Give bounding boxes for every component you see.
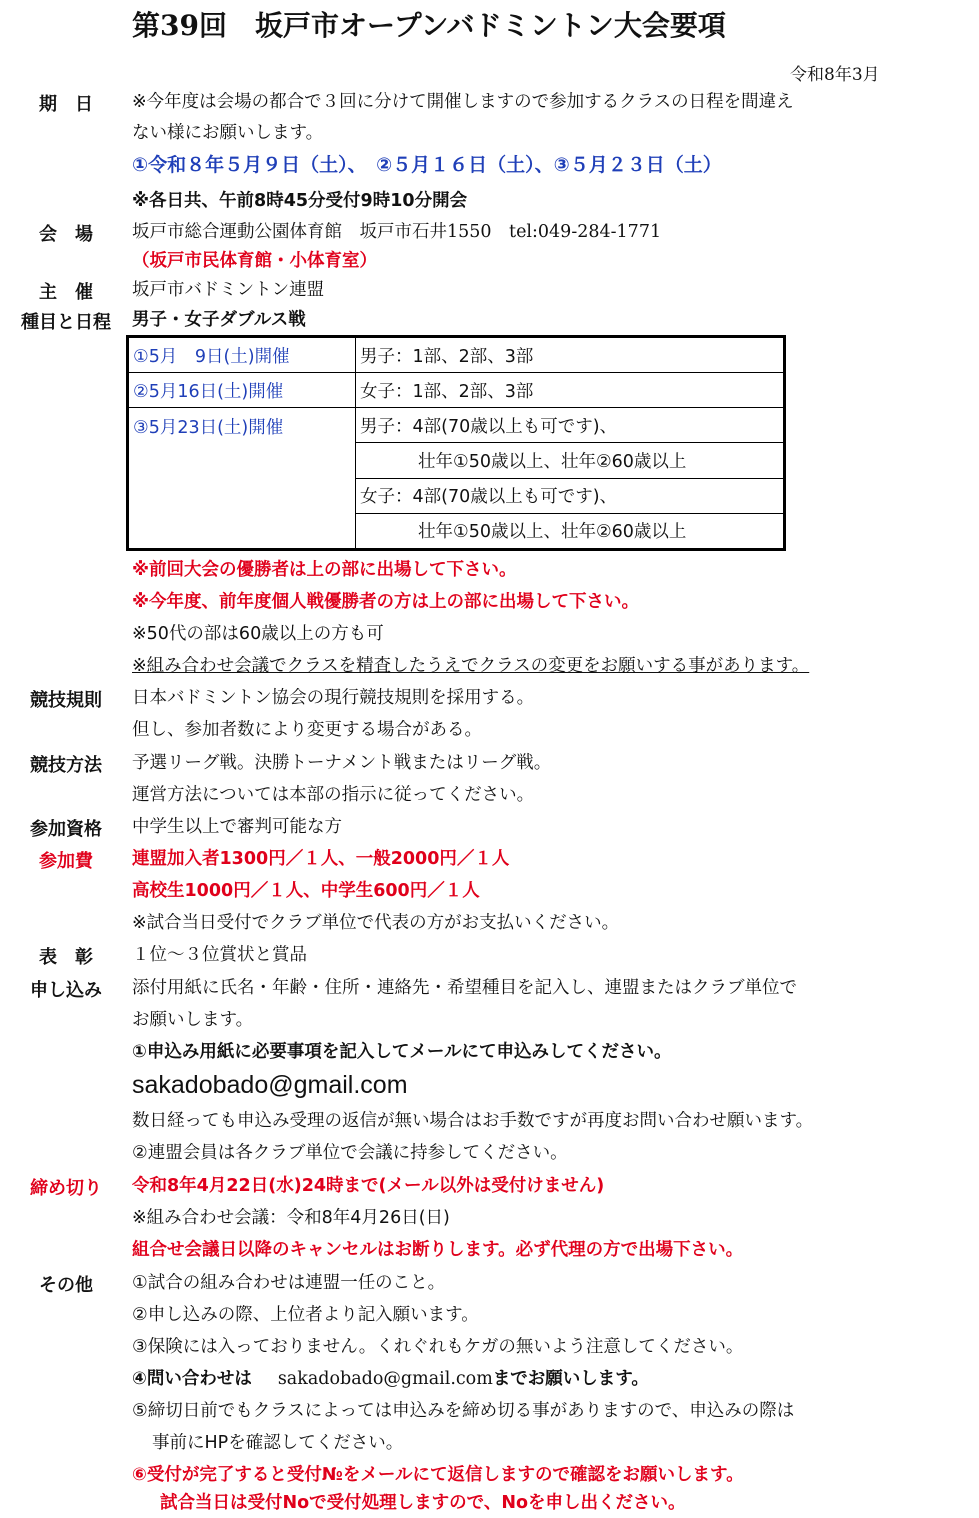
table-row (128, 373, 785, 408)
schedule-class: 男子：1部、2部、3部 (356, 337, 785, 373)
sonota-item6b: 試合当日は受付Noで受付処理しますので、Noを申し出ください。 (160, 1493, 686, 1513)
sonota-item2: ②申し込みの際、上位者より記入願います。 (132, 1305, 479, 1325)
sonota-item6a: ⑥受付が完了すると受付№をメールにて返信しますので確認をお願いします。 (132, 1465, 744, 1485)
kijitsu-note2: ない様にお願いします。 (132, 123, 324, 143)
label-kijitsu: 期 日 (39, 94, 93, 115)
label-sanka-shikaku: 参加資格 (30, 819, 102, 840)
shumoku-note2: ※今年度、前年度個人戦優勝者の方は上の部に出場して下さい。 (132, 592, 640, 612)
sonota-item1: ①試合の組み合わせは連盟一任のこと。 (132, 1273, 446, 1293)
label-sankahi: 参加費 (39, 851, 93, 872)
moshikomi-step2: ②連盟会員は各クラブ単位で会議に持参してください。 (132, 1143, 568, 1163)
table-row (128, 408, 785, 443)
label-sonota: その他 (39, 1275, 93, 1296)
label-hyosho: 表 彰 (39, 947, 93, 968)
document-title: 第39回 坂戸市オープンバドミントン大会要項 (132, 9, 726, 42)
sonota-item4-email[interactable]: sakadobado@gmail.com (277, 1369, 493, 1389)
kijitsu-time: ※各日共、午前8時45分受付9時10分開会 (132, 191, 468, 211)
kyogi-hoho-line1: 予選リーグ戦。決勝トーナメント戦またはリーグ戦。 (132, 753, 552, 773)
schedule-date: ①5月 9日(土)開催 (128, 337, 356, 373)
schedule-class: 壮年①50歳以上、壮年②60歳以上 (356, 513, 785, 549)
kyogi-kisoku-line1: 日本バドミントン協会の現行競技規則を採用する。 (132, 688, 535, 708)
sankahi-line1: 連盟加入者1300円／１人、一般2000円／１人 (132, 849, 510, 869)
sonota-item3: ③保険には入っておりません。くれぐれもケガの無いよう注意してください。 (132, 1337, 744, 1357)
shusai-value: 坂戸市バドミントン連盟 (132, 280, 325, 300)
schedule-class: 男子：4部(70歳以上も可です)、 (356, 408, 785, 443)
schedule-class: 女子：1部、2部、3部 (356, 373, 785, 408)
label-shimekiri: 締め切り (30, 1178, 102, 1199)
table-row (128, 337, 785, 373)
label-shusai: 主 催 (39, 282, 93, 303)
kijitsu-note1: ※今年度は会場の都合で３回に分けて開催しますので参加するクラスの日程を間違え (132, 92, 794, 112)
shimekiri-cancel: 組合せ会議日以降のキャンセルはお断りします。必ず代理の方で出場下さい。 (132, 1240, 744, 1260)
label-kaijo: 会 場 (39, 224, 93, 245)
sonota-item5a: ⑤締切日前でもクラスによっては申込みを締め切る事がありますので、申込みの際は (132, 1401, 795, 1421)
label-moshikomi: 申し込み (30, 980, 102, 1001)
kijitsu-dates: ①令和８年５月９日（土）、 ②５月１６日（土）、③５月２３日（土） (132, 154, 722, 176)
schedule-date: ②5月16日(土)開催 (128, 373, 356, 408)
sankahi-line2: 高校生1000円／１人、中学生600円／１人 (132, 881, 480, 901)
label-shumoku: 種目と日程 (21, 312, 111, 333)
sankahi-note: ※試合当日受付でクラブ単位で代表の方がお支払いください。 (132, 913, 620, 933)
kyogi-kisoku-line2: 但し、参加者数により変更する場合がある。 (132, 720, 482, 740)
kyogi-hoho-line2: 運営方法については本部の指示に従ってください。 (132, 785, 535, 805)
issue-date: 令和8年3月 (790, 65, 880, 85)
schedule-class: 女子：4部(70歳以上も可です)、 (356, 478, 785, 513)
moshikomi-email[interactable]: sakadobado@gmail.com (132, 1071, 408, 1099)
shumoku-title: 男子・女子ダブルス戦 (132, 310, 306, 330)
sanka-shikaku-value: 中学生以上で審判可能な方 (132, 817, 342, 837)
sonota-item5b: 事前にHPを確認してください。 (152, 1433, 404, 1453)
label-kyogi-kisoku: 競技規則 (30, 690, 102, 711)
moshikomi-line2: お願いします。 (132, 1010, 254, 1030)
kaijo-sub: （坂戸市民体育館・小体育室） (132, 251, 377, 271)
shimekiri-deadline: 令和8年4月22日(水)24時まで(メール以外は受付けません) (132, 1176, 605, 1196)
shimekiri-meeting: ※組み合わせ会議：令和8年4月26日(日) (132, 1208, 450, 1228)
moshikomi-line3: 数日経っても申込み受理の返信が無い場合はお手数ですが再度お問い合わせ願います。 (132, 1111, 814, 1131)
schedule-class: 壮年①50歳以上、壮年②60歳以上 (356, 443, 785, 478)
shumoku-note1: ※前回大会の優勝者は上の部に出場して下さい。 (132, 560, 517, 580)
kaijo-venue: 坂戸市総合運動公園体育館 坂戸市石井1550 tel:049-284-1771 (132, 222, 662, 242)
sonota-item4 (132, 1366, 649, 1392)
sonota-item4-prefix: ④問い合わせは (132, 1369, 252, 1389)
hyosho-value: １位～３位賞状と賞品 (132, 945, 307, 965)
moshikomi-step1: ①申込み用紙に必要事項を記入してメールにて申込みしてください。 (132, 1042, 672, 1062)
shumoku-note4: ※組み合わせ会議でクラスを精査したうえでクラスの変更をお願いする事があります。 (132, 656, 810, 676)
shumoku-note3: ※50代の部は60歳以上の方も可 (132, 624, 384, 644)
schedule-date: ③5月23日(土)開催 (128, 408, 356, 550)
label-kyogi-hoho: 競技方法 (30, 755, 102, 776)
schedule-table (126, 335, 786, 551)
sonota-item4-suffix: までお願いします。 (492, 1369, 649, 1389)
moshikomi-line1: 添付用紙に氏名・年齢・住所・連絡先・希望種目を記入し、連盟またはクラブ単位で (132, 978, 797, 998)
